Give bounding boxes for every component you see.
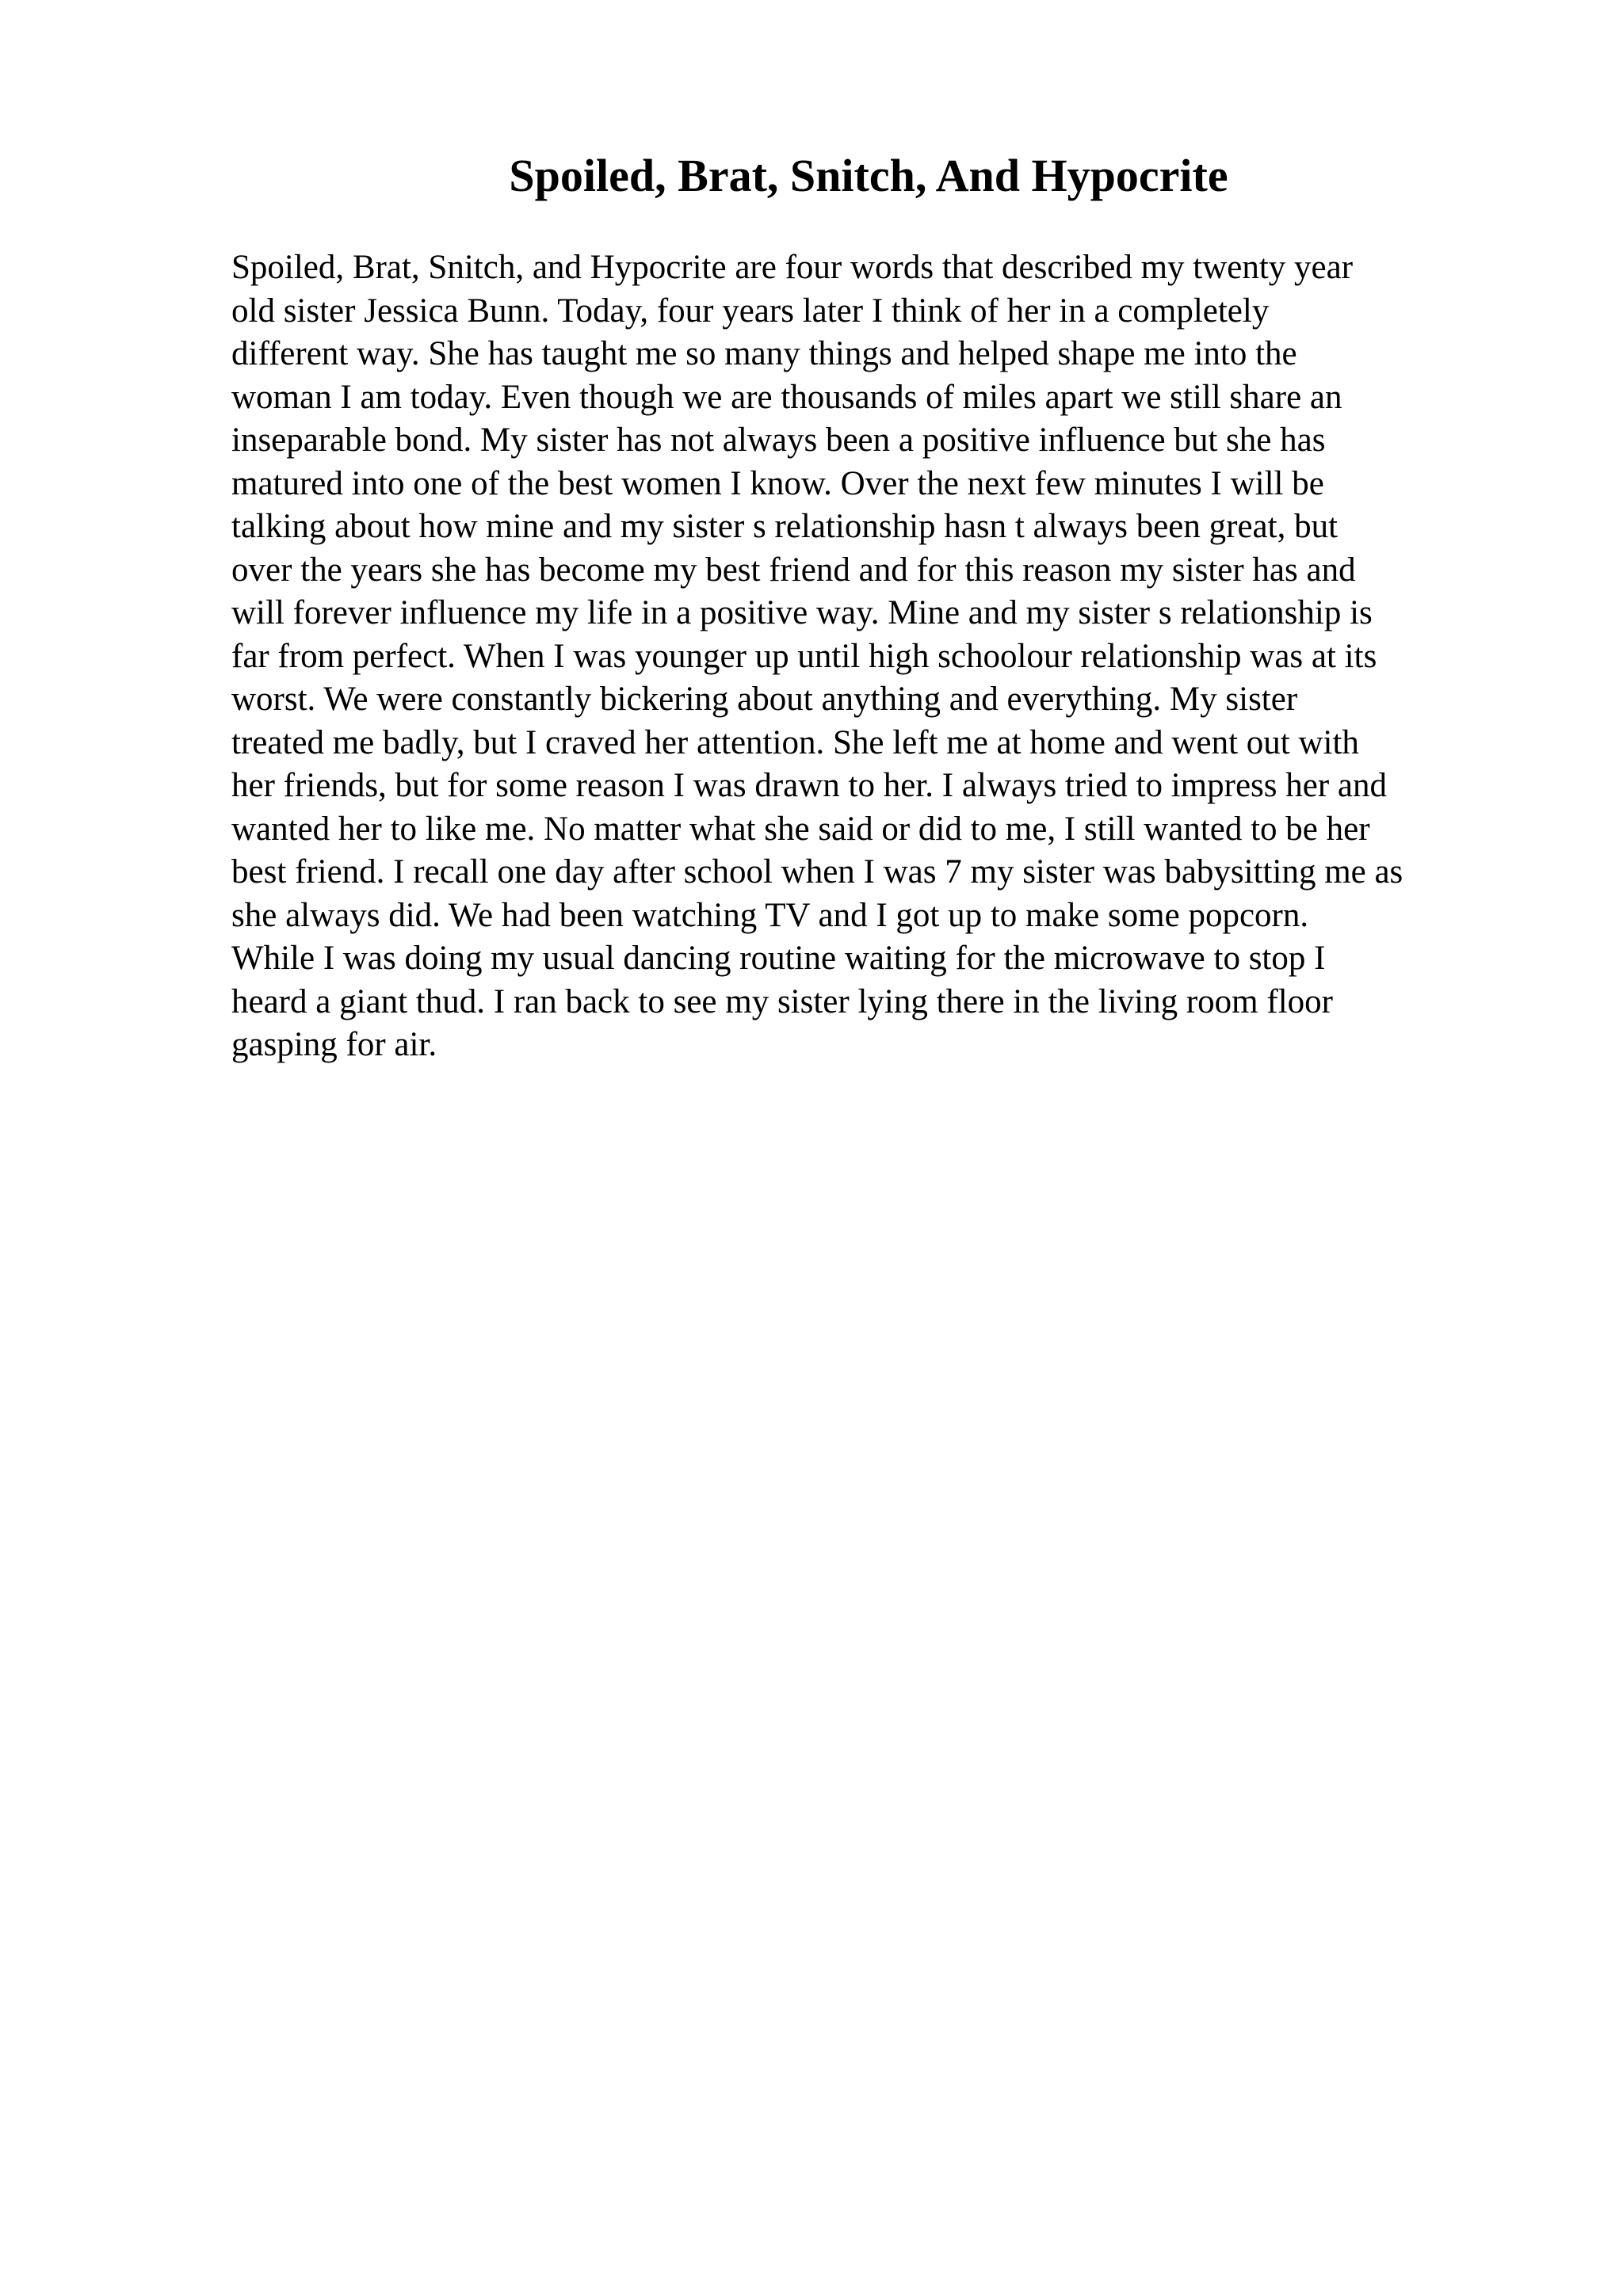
document-body (231, 246, 1594, 1067)
body-line: she always did. We had been watching TV and I got up to make some popcorn. (231, 896, 1309, 934)
body-line: worst. We were constantly bickering about anything and everything. My sister (231, 681, 1298, 718)
body-line: old sister Jessica Bunn. Today, four years later I think of her in a completely (231, 292, 1270, 330)
document-title: Spoiled, Brat, Snitch, And Hypocrite (509, 150, 1228, 201)
body-line: While I was doing my usual dancing routine waiting for the microwave to stop I (231, 940, 1326, 977)
body-line: matured into one of the best women I know. Over the next few minutes I will be (231, 464, 1324, 502)
body-line: best friend. I recall one day after school when I was 7 my sister was babysitting me as (231, 853, 1403, 891)
body-line: gasping for air. (231, 1026, 437, 1063)
body-line: will forever influence my life in a positive way. Mine and my sister s relationship is (231, 594, 1373, 631)
body-line: heard a giant thud. I ran back to see my sister lying there in the living room floor (231, 982, 1333, 1020)
body-line: over the years she has become my best friend and for this reason my sister has and (231, 551, 1356, 589)
body-line: talking about how mine and my sister s relationship hasn t always been great, but (231, 508, 1338, 545)
body-line: woman I am today. Even though we are thousands of miles apart we still share an (231, 378, 1342, 416)
body-line: different way. She has taught me so many things and helped shape me into the (231, 335, 1297, 372)
body-line: treated me badly, but I craved her attention. She left me at home and went out with (231, 723, 1359, 761)
body-line: her friends, but for some reason I was drawn to her. I always tried to impress her and (231, 767, 1387, 804)
body-line: inseparable bond. My sister has not always been a positive influence but she has (231, 421, 1326, 459)
body-line: far from perfect. When I was younger up until high schoolour relationship was at its (231, 637, 1377, 675)
body-line: wanted her to like me. No matter what she said or did to me, I still wanted to be her (231, 810, 1370, 848)
body-line: Spoiled, Brat, Snitch, and Hypocrite are four words that described my twenty year (231, 249, 1354, 286)
